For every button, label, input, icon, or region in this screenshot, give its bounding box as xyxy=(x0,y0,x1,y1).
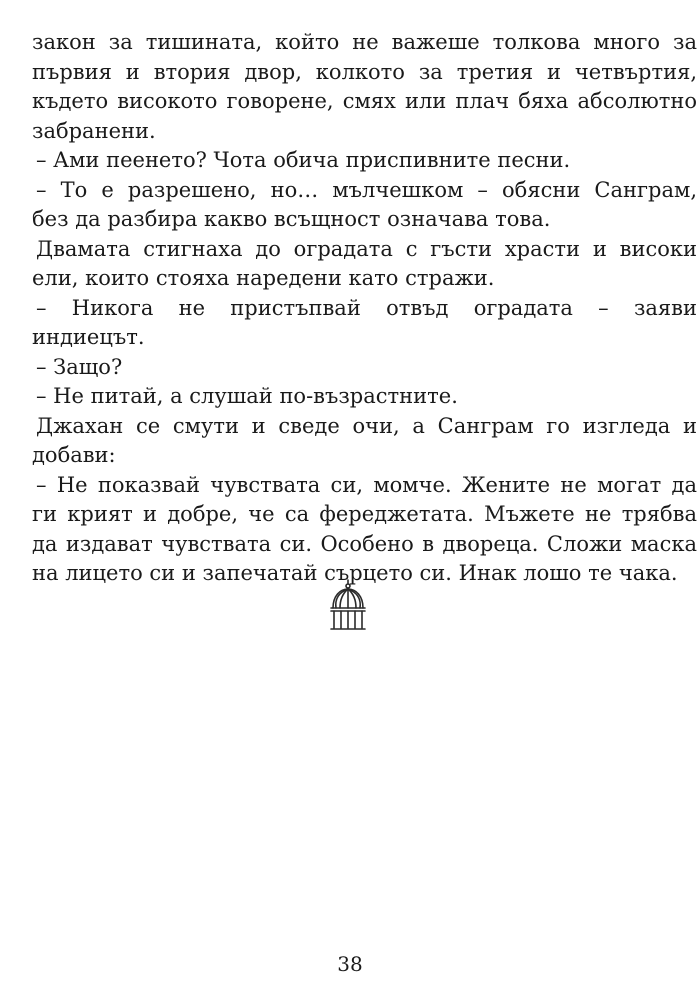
dome-ornament-icon xyxy=(328,578,368,634)
text-line: индиецът. xyxy=(32,325,145,349)
text-line: забранени. xyxy=(32,118,156,143)
text-line: добави: xyxy=(32,443,116,467)
text-line: – Никога не пристъпвай отвъд оградата – заяви xyxy=(36,295,697,320)
text-line: ги крият и добре, че са фереджетата. Мъжете не трябва xyxy=(32,502,697,526)
text-line: – Защо? xyxy=(36,354,123,379)
text-line: да издават чувствата си. Особено в двореца. Сложи маска xyxy=(32,531,697,556)
text-line: без да разбира какво всъщност означава това. xyxy=(32,207,551,231)
text-line: – Не показвай чувствата си, момче. Жените не могат да xyxy=(36,472,697,497)
text-line: Двамата стигнаха до оградата с гъсти храсти и високи xyxy=(36,236,697,261)
text-body xyxy=(32,28,697,589)
page-number: 38 xyxy=(337,952,363,976)
text-line: първия и втория двор, колкото за третия и четвъртия, xyxy=(32,59,697,84)
text-line: – Ами пеенето? Чота обича приспивните песни. xyxy=(36,148,571,172)
text-line: ели, които стояха наредени като стражи. xyxy=(32,266,495,290)
text-line: закон за тишината, който не важеше толкова много за xyxy=(32,30,697,54)
text-line: Джахан се смути и сведе очи, а Санграм го изгледа и xyxy=(36,413,697,438)
text-line: където високото говорене, смях или плач бяха абсолютно xyxy=(32,89,697,113)
text-line: – То е разрешено, но… мълчешком – обясни Санграм, xyxy=(36,177,697,202)
text-line: – Не питай, а слушай по-възрастните. xyxy=(36,384,458,408)
text-line: на лицето си и запечатай сърцето си. Инак лошо те чака. xyxy=(32,561,678,585)
